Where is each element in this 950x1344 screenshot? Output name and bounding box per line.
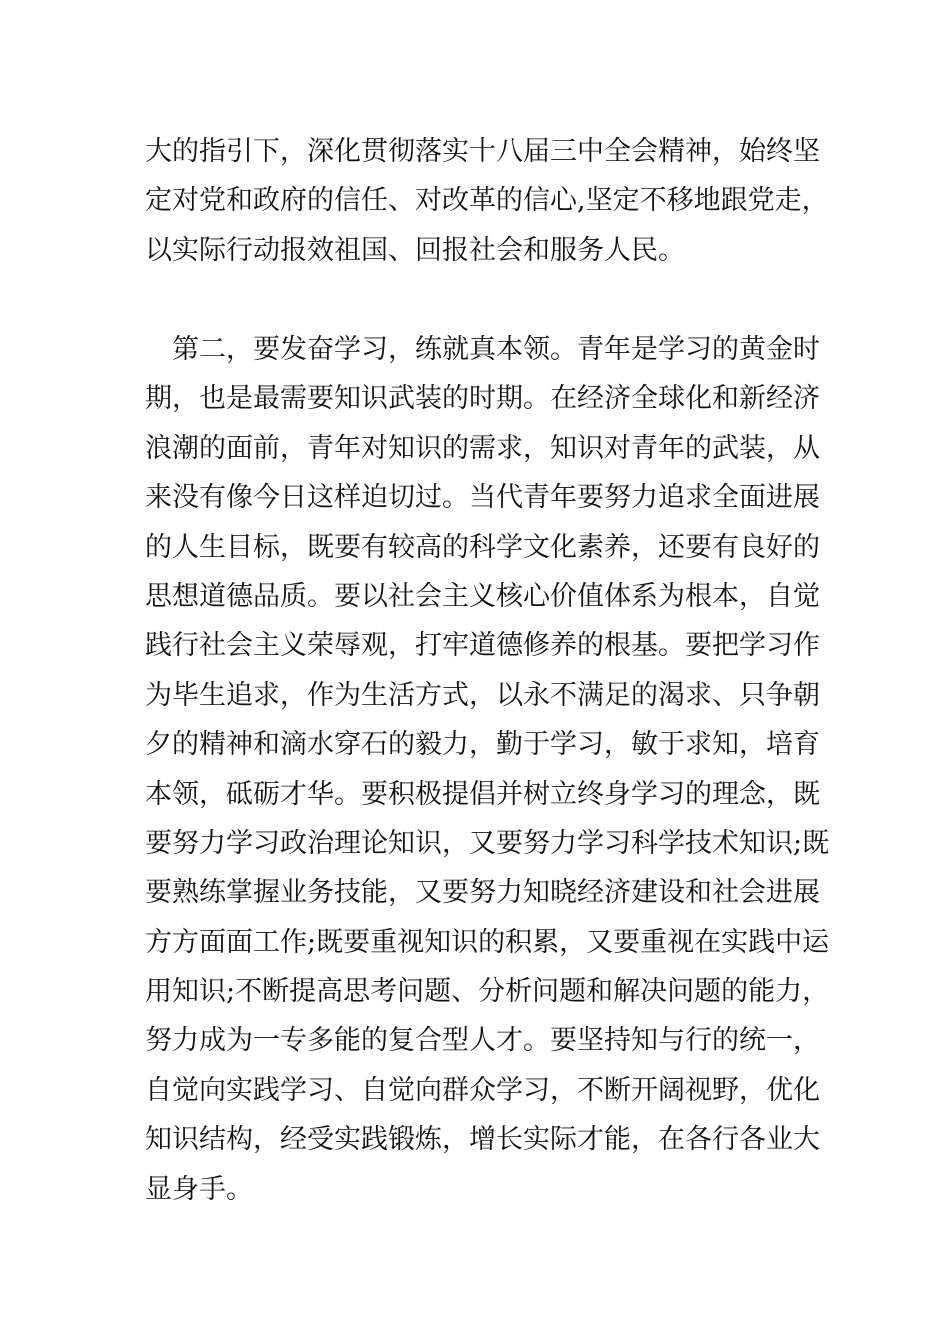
text-line: 以实际行动报效祖国、回报社会和服务人民。: [145, 234, 685, 266]
text-line: 知识结构，经受实践锻炼，增长实际才能，在各行各业大: [145, 1124, 820, 1156]
text-line: 为毕生追求，作为生活方式，以永不满足的渴求、只争朝: [145, 679, 820, 711]
text-line: 思想道德品质。要以社会主义核心价值体系为根本，自觉: [145, 580, 820, 612]
paragraph-1: [145, 127, 829, 275]
text-line: 要努力学习政治理论知识，又要努力学习科学技术知识;既: [145, 827, 830, 859]
text-line: 践行社会主义荣辱观，打牢道德修养的根基。要把学习作: [145, 630, 820, 662]
text-line: 期，也是最需要知识武装的时期。在经济全球化和新经济: [145, 383, 820, 415]
text-line: 努力成为一专多能的复合型人才。要坚持知与行的统一，: [145, 1025, 820, 1057]
paragraph-2: [145, 325, 830, 1214]
text-line: 夕的精神和滴水穿石的毅力，勤于学习，敏于求知，培育: [145, 729, 820, 761]
text-line: 定对党和政府的信任、对改革的信心,坚定不移地跟党走，: [145, 185, 829, 217]
text-line: 自觉向实践学习、自觉向群众学习，不断开阔视野，优化: [145, 1074, 820, 1106]
text-line: 显身手。: [145, 1173, 253, 1205]
text-line: 大的指引下，深化贯彻落实十八届三中全会精神，始终坚: [145, 136, 820, 167]
text-line: 用知识;不断提高思考问题、分析问题和解决问题的能力，: [145, 976, 830, 1008]
text-line: 本领，砥砺才华。要积极提倡并树立终身学习的理念，既: [145, 778, 820, 810]
text-line: 的人生目标，既要有较高的科学文化素养，还要有良好的: [145, 531, 820, 563]
text-line: 方方面面工作;既要重视知识的积累，又要重视在实践中运: [145, 926, 830, 958]
text-line: 浪潮的面前，青年对知识的需求，知识对青年的武装，从: [145, 432, 820, 464]
text-line: 来没有像今日这样迫切过。当代青年要努力追求全面进展: [145, 482, 820, 514]
text-line: 要熟练掌握业务技能，又要努力知晓经济建设和社会进展: [145, 877, 820, 909]
text-line: 第二，要发奋学习，练就真本领。青年是学习的黄金时: [145, 334, 820, 365]
